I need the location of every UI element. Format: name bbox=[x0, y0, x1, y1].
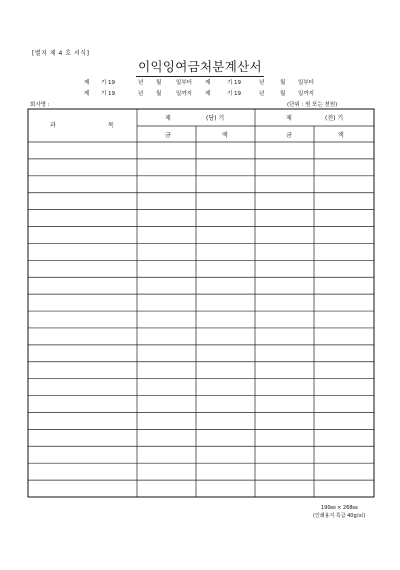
header-subject-gwa: 과 bbox=[50, 122, 56, 129]
header-amount-aek2: 액 bbox=[338, 132, 344, 139]
period-nyeon2: 년 bbox=[259, 91, 265, 97]
period-wol2: 월 bbox=[280, 91, 286, 97]
footer-paper: (인쇄용지 특급 40g/㎡) bbox=[313, 513, 366, 519]
period-nyeon2: 년 bbox=[259, 80, 265, 86]
header-current-je: 제 bbox=[165, 115, 171, 122]
period-je: 제 bbox=[84, 91, 90, 97]
period-nyeon: 년 bbox=[138, 80, 144, 86]
period-gi2: 기 19 bbox=[227, 91, 242, 97]
period-je: 제 bbox=[84, 80, 90, 86]
header-current-dang: (당) 기 bbox=[206, 115, 225, 122]
title-text: 이익잉여금처분계산서 bbox=[136, 57, 264, 77]
header-prior-jeon: (전) 기 bbox=[325, 115, 344, 122]
period-il: 일부터 bbox=[176, 80, 192, 86]
header-amount-geum2: 금 bbox=[286, 132, 292, 139]
header-amount-aek: 액 bbox=[222, 132, 228, 139]
form-number: [별지 제 4 호 서식] bbox=[32, 50, 90, 57]
period-il: 일까지 bbox=[176, 91, 192, 97]
header-prior-je: 제 bbox=[286, 115, 292, 122]
header-subject-mok: 목 bbox=[108, 122, 114, 129]
period-nyeon: 년 bbox=[138, 91, 144, 97]
period-wol2: 월 bbox=[280, 80, 286, 86]
period-wol: 월 bbox=[156, 91, 162, 97]
table-border bbox=[28, 109, 374, 497]
period-wol: 월 bbox=[156, 80, 162, 86]
period-il2: 일부터 bbox=[298, 80, 314, 86]
period-je2: 제 bbox=[205, 91, 211, 97]
period-il2: 일까지 bbox=[298, 91, 314, 97]
unit-label: (단위 : 원 또는 천원) bbox=[287, 102, 338, 108]
footer-size: 190㎜ × 268㎜ bbox=[321, 505, 358, 511]
period-je2: 제 bbox=[205, 80, 211, 86]
period-gi2: 기 19 bbox=[227, 80, 242, 86]
period-gi: 기 19 bbox=[101, 80, 116, 86]
header-amount-geum: 금 bbox=[165, 132, 171, 139]
company-name-label: 회사명 : bbox=[30, 102, 50, 108]
period-gi: 기 19 bbox=[101, 91, 116, 97]
